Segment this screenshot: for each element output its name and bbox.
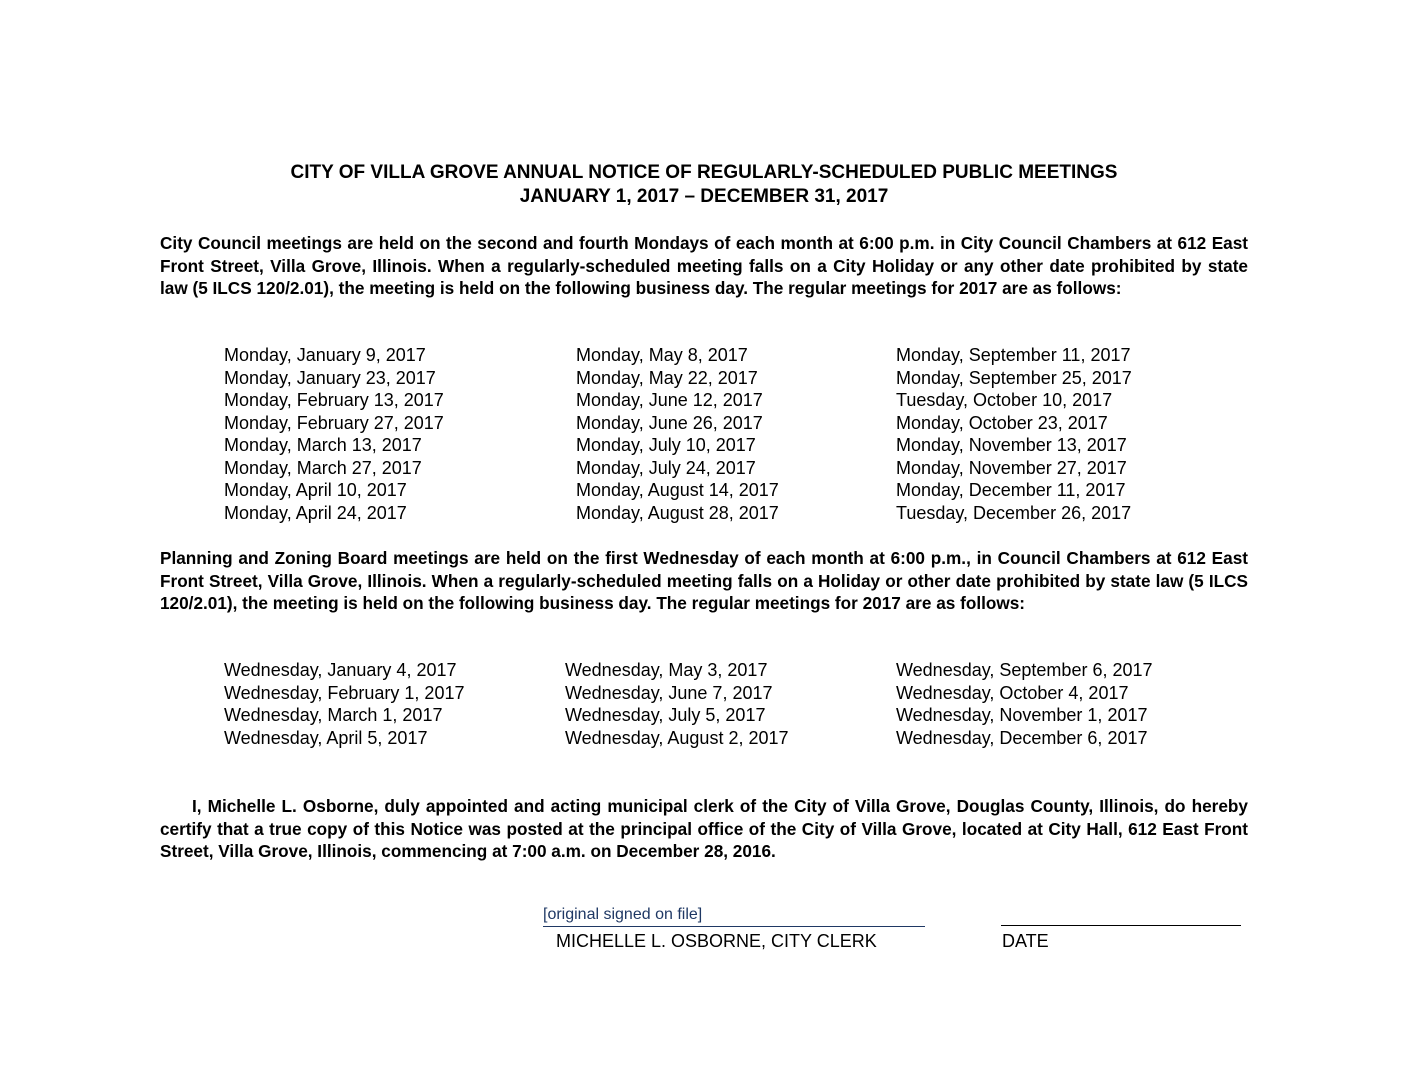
meeting-date: Monday, April 10, 2017 [224,480,407,500]
meeting-date: Wednesday, August 2, 2017 [565,727,789,748]
clerk-signature-line [543,926,925,927]
meeting-date: Monday, February 13, 2017 [224,390,444,410]
meeting-date: Wednesday, December 6, 2017 [896,727,1148,748]
planning-zoning-dates-column-3 [896,659,1153,749]
meeting-date: Monday, March 13, 2017 [224,435,422,455]
planning-zoning-dates-column-1 [224,659,464,749]
meeting-date: Wednesday, October 4, 2017 [896,682,1129,703]
clerk-name-caption: MICHELLE L. OSBORNE, CITY CLERK [556,931,877,951]
meeting-date: Monday, May 8, 2017 [576,345,748,365]
meeting-date: Wednesday, May 3, 2017 [565,660,768,680]
city-council-dates-column-3 [896,344,1132,524]
city-council-description: City Council meetings are held on the second and fourth Mondays of each month at 6:00 p.m. in City Council Chambers at 612 East Front Street, Villa Grove, Illinois. When a regularly-scheduled meeting falls on a City Holiday or any other date prohibited by state law (5 ILCS 120/2.01), the meeting is held on the following business day. The regular meetings for 2017 are as follows: [160,233,1248,298]
meeting-date: Monday, June 26, 2017 [576,412,763,433]
meeting-date: Monday, April 24, 2017 [224,502,407,523]
meeting-date: Monday, July 24, 2017 [576,457,756,478]
clerk-certification: I, Michelle L. Osborne, duly appointed and acting municipal clerk of the City of Villa Grove, Douglas County, Illinois, do hereby certify that a true copy of this Notice was posted at the principal office of the City of Villa Grove, located at City Hall, 612 East Front Street, Villa Grove, Illinois, commencing at 7:00 a.m. on December 28, 2016. [160,796,1248,861]
date-caption: DATE [1002,931,1049,951]
meeting-date: Monday, February 27, 2017 [224,412,444,433]
meeting-date: Monday, May 22, 2017 [576,367,758,388]
meeting-date: Wednesday, January 4, 2017 [224,660,457,680]
meeting-date: Monday, March 27, 2017 [224,457,422,478]
meeting-date: Wednesday, September 6, 2017 [896,660,1153,680]
meeting-date: Wednesday, July 5, 2017 [565,705,766,725]
planning-zoning-description: Planning and Zoning Board meetings are held on the first Wednesday of each month at 6:00 p.m., in Council Chambers at 612 East Front Street, Villa Grove, Illinois. When a regularly-scheduled meeting falls on a Holiday or other date prohibited by state law (5 ILCS 120/2.01), the meeting is held on the following business day. The regular meetings for 2017 are as follows: [160,548,1248,613]
meeting-date: Wednesday, March 1, 2017 [224,705,443,725]
meeting-date: Monday, September 11, 2017 [896,345,1131,365]
city-council-dates-column-2 [576,344,779,524]
meeting-date: Wednesday, November 1, 2017 [896,705,1148,725]
meeting-date: Tuesday, December 26, 2017 [896,502,1132,523]
meeting-date: Monday, January 9, 2017 [224,345,426,365]
date-signature-line [1001,925,1241,926]
signature-note: [original signed on file] [543,906,703,923]
meeting-date: Wednesday, February 1, 2017 [224,682,465,703]
meeting-date: Wednesday, June 7, 2017 [565,682,773,703]
meeting-date: Monday, October 23, 2017 [896,412,1108,433]
meeting-date: Monday, January 23, 2017 [224,367,436,388]
meeting-date: Monday, July 10, 2017 [576,435,756,455]
meeting-date: Monday, August 14, 2017 [576,480,779,500]
meeting-date: Wednesday, April 5, 2017 [224,727,428,748]
planning-zoning-dates-column-2 [565,659,789,749]
notice-date-range: JANUARY 1, 2017 – DECEMBER 31, 2017 [519,186,889,207]
meeting-date: Monday, September 25, 2017 [896,367,1132,388]
notice-title: CITY OF VILLA GROVE ANNUAL NOTICE OF REGULARLY-SCHEDULED PUBLIC MEETINGS [290,162,1118,183]
meeting-date: Monday, November 13, 2017 [896,435,1127,455]
meeting-date: Monday, June 12, 2017 [576,390,763,410]
city-council-dates-column-1 [224,344,444,524]
meeting-date: Monday, August 28, 2017 [576,502,779,523]
meeting-date: Tuesday, October 10, 2017 [896,390,1113,410]
meeting-date: Monday, November 27, 2017 [896,457,1127,478]
meeting-date: Monday, December 11, 2017 [896,480,1126,500]
